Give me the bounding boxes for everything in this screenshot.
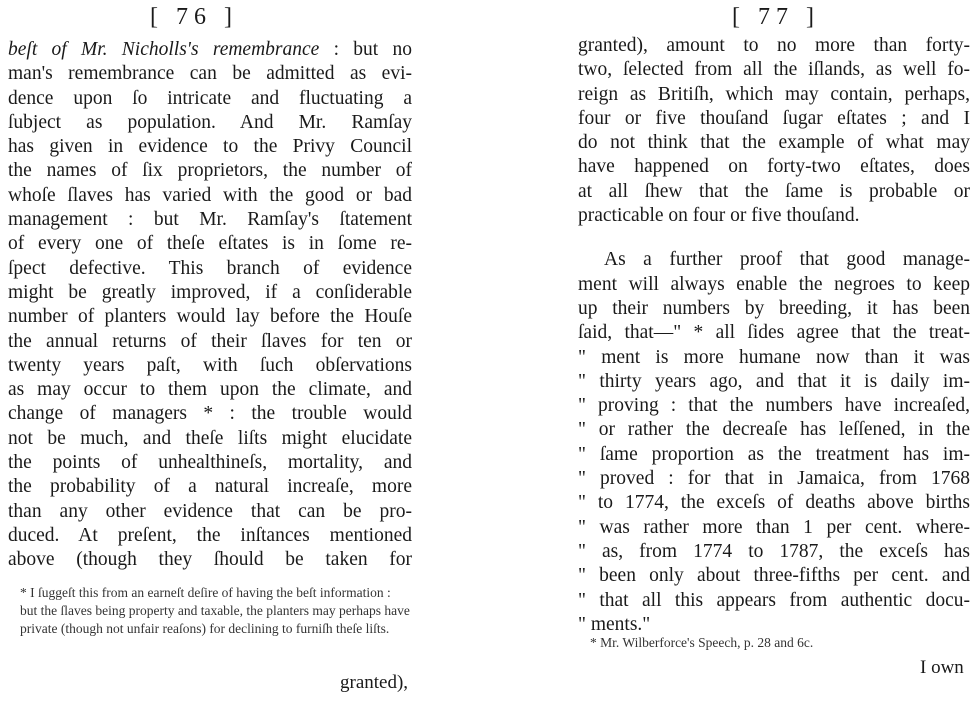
footnote: * Mr. Wilberforce's Speech, p. 28 and 6c. xyxy=(590,635,814,650)
left-page xyxy=(0,0,430,702)
text-line: number of planters would lay before the Houſe xyxy=(8,306,412,328)
text-line: granted), amount to no more than forty- xyxy=(578,35,970,56)
text-line: change of managers * : the trouble would xyxy=(8,403,412,425)
page-number: [ 77 ] xyxy=(732,4,820,30)
text-line: reign as Britiſh, which may contain, perhaps, xyxy=(578,83,970,105)
text-line: " thirty years ago, and that it is daily im- xyxy=(578,370,970,392)
paragraph-gap xyxy=(578,228,970,248)
text-line: dence upon ſo intricate and fluctuating a xyxy=(8,87,412,109)
text-line: not be much, and theſe liſts might elucidate xyxy=(8,427,412,449)
text-line: " been only about three-fifths per cent. and xyxy=(578,565,970,587)
text-line: the annual returns of their ſlaves for ten or xyxy=(8,330,412,352)
text-line: " or rather the decreaſe has leſſened, in the xyxy=(578,419,970,441)
catchword: granted), xyxy=(340,672,409,693)
text-line: four or five thouſand ſugar eſtates ; and I xyxy=(578,107,970,129)
text-line: management : but Mr. Ramſay's ſtatement xyxy=(8,209,412,231)
text-line: do not think that the example of what may xyxy=(578,132,970,154)
text-line: " that all this appears from authentic docu- xyxy=(578,589,970,611)
text-line: of every one of theſe eſtates is in ſome re- xyxy=(8,233,412,255)
text-line: as may occur to them upon the climate, and xyxy=(8,379,412,401)
text-line: whoſe ſlaves has varied with the good or bad xyxy=(8,184,412,206)
text-line: at all ſhew that the ſame is probable or xyxy=(578,180,970,202)
text-line: " ſame proportion as the treatment has im- xyxy=(578,443,970,465)
text-line: ſubject as population. And Mr. Ramſay xyxy=(8,111,412,133)
text-line: twenty years paſt, with ſuch obſervations xyxy=(8,354,412,376)
italic-phrase: beſt of Mr. Nicholls's remembrance xyxy=(8,39,320,60)
book-gutter xyxy=(430,0,570,702)
text-line: " proving : that the numbers have increaſed, xyxy=(578,395,970,417)
text-line: " was rather more than 1 per cent. where- xyxy=(578,516,970,538)
body-text xyxy=(578,34,970,637)
text-line: above (though they ſhould be taken for xyxy=(8,549,412,571)
text-line: ſaid, that—" * all ſides agree that the treat- xyxy=(578,322,970,344)
page-number: [ 76 ] xyxy=(150,4,238,30)
text-line: the points of unhealthineſs, mortality, and xyxy=(8,452,412,474)
text-line: up their numbers by breeding, it has been xyxy=(578,297,970,319)
text-line: has given in evidence to the Privy Council xyxy=(8,136,412,158)
text-line: than any other evidence that can be pro- xyxy=(8,500,412,522)
text-line: As a further proof that good manage- xyxy=(604,249,970,271)
body-text xyxy=(8,38,412,573)
text-line: two, ſelected from all the iſlands, as well fo- xyxy=(578,59,970,81)
text-line: beſt of Mr. Nicholls's remembrance : but no xyxy=(8,39,412,60)
catchword: I own xyxy=(920,657,964,678)
text-line: duced. At preſent, the inſtances mentioned xyxy=(8,524,412,546)
text-line: man's remembrance can be admitted as evi- xyxy=(8,63,412,85)
text-line: " as, from 1774 to 1787, the exceſs has xyxy=(578,540,970,562)
text-line: " ments." xyxy=(578,613,651,635)
text-line: have happened on forty-two eſtates, does xyxy=(578,156,970,178)
text-line: practicable on four or five thouſand. xyxy=(578,205,860,227)
text-line: might be greatly improved, if a conſiderable xyxy=(8,281,412,303)
text-line: the probability of a natural increaſe, more xyxy=(8,476,412,498)
text-line: ſpect defective. This branch of evidence xyxy=(8,257,412,279)
text-line: " to 1774, the exceſs of deaths above births xyxy=(578,492,970,514)
footnote: * I ſuggeſt this from an earneſt deſire of having the beſt information : but the ſlaves being property and taxable, the planters may perhaps have private (though not unfair reaſons) for declining to furniſh theſe liſts. xyxy=(20,585,410,636)
text-line: " proved : for that in Jamaica, from 1768 xyxy=(578,468,970,490)
right-page xyxy=(570,0,980,702)
text-line: the names of ſix proprietors, the number of xyxy=(8,160,412,182)
text-line: ment will always enable the negroes to keep xyxy=(578,273,970,295)
text-line: " ment is more humane now than it was xyxy=(578,346,970,368)
